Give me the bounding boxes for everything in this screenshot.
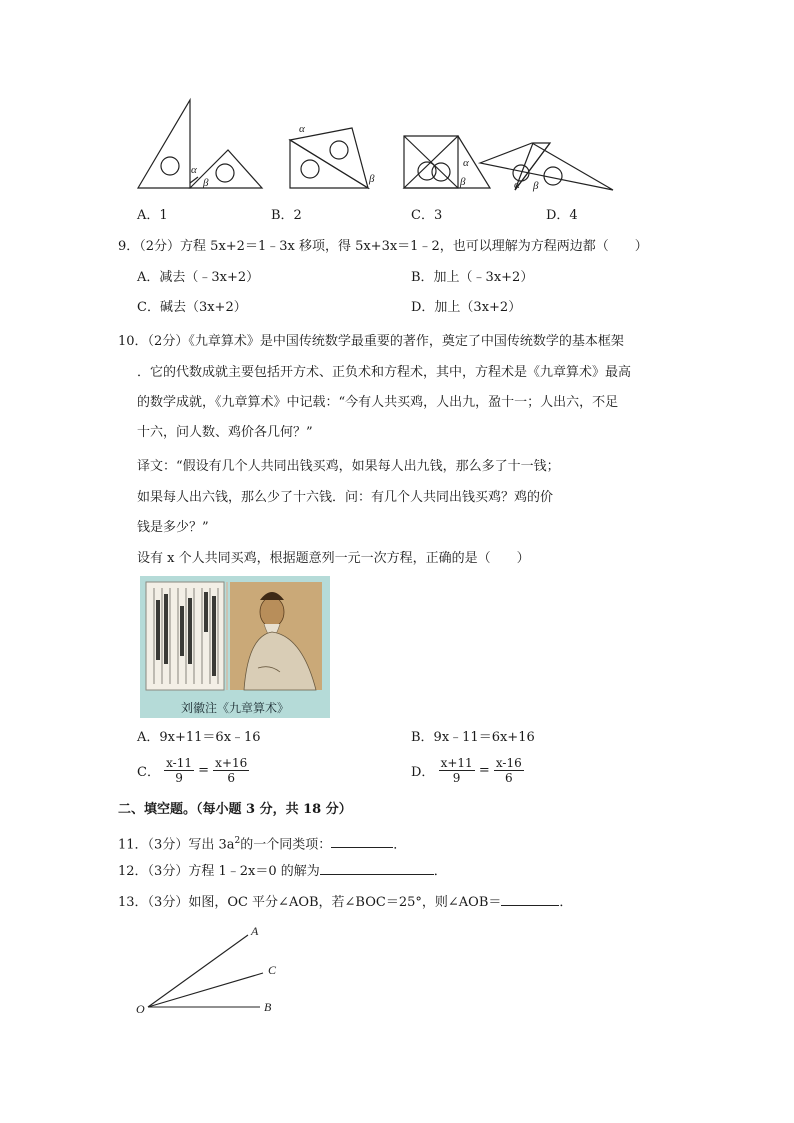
q10-illustration: [140, 576, 330, 718]
q10-option-a[interactable]: A．9x+11＝6x﹣16: [137, 730, 261, 745]
label-a: A: [251, 924, 259, 938]
q8-option-c[interactable]: C．3: [411, 208, 443, 223]
q10-line-7: 钱是多少？”: [137, 520, 209, 535]
q12: [118, 862, 447, 881]
figure-b: [290, 128, 368, 188]
q8-option-a[interactable]: A．1: [137, 208, 168, 223]
q10-option-c-label: C．: [137, 765, 160, 780]
q10-line-2: ．它的代数成就主要包括开方术、正负术和方程术，其中，方程术是《九章算术》最高: [137, 365, 632, 380]
q10-line-8: 设有 x 个人共同买鸡，根据题意列一元一次方程，正确的是（ ）: [137, 551, 530, 566]
q13: [118, 893, 572, 912]
q10-option-c-fraction-left: $\frac{x-11}{9}$: [166, 756, 192, 785]
q10-line-3: 的数学成就，《九章算术》中记载：“今有人共买鸡，人出九，盈十一；人出六，不足: [137, 395, 619, 410]
q10-option-c-equals: =: [198, 763, 210, 778]
q10-option-d-fraction-right: $\frac{x-16}{6}$: [495, 756, 522, 785]
q9-option-b[interactable]: B．加上（﹣3x+2）: [411, 270, 534, 285]
figure-c-alpha: α: [463, 157, 469, 169]
q11: [118, 832, 406, 854]
q8-option-b[interactable]: B．2: [271, 208, 302, 223]
q9-option-c[interactable]: C．碱去（3x+2）: [137, 300, 247, 315]
q10-image-caption: 刘徽注《九章算术》: [180, 701, 289, 715]
figure-c-beta: β: [460, 176, 466, 188]
q11-answer-blank[interactable]: [331, 835, 393, 848]
q10-option-c[interactable]: [137, 756, 249, 785]
q13-angle-diagram: [128, 920, 298, 1025]
q11-end: ．: [393, 837, 407, 853]
figure-b-beta: β: [369, 173, 375, 185]
q8-figures: [130, 95, 630, 200]
q13-end: ．: [559, 895, 573, 910]
figure-c: [404, 136, 490, 188]
figure-a: [138, 100, 262, 188]
q12-answer-blank[interactable]: [320, 862, 434, 875]
q11-superscript: 2: [234, 836, 241, 846]
section-2-heading: 二、填空题。（每小题 3 分，共 18 分）: [118, 802, 352, 817]
q10-option-d[interactable]: [411, 756, 524, 785]
q12-end: ．: [433, 864, 447, 879]
q11-suffix: 的一个同类项：: [240, 837, 332, 853]
label-c: C: [268, 963, 277, 977]
q10-option-d-equals: =: [478, 763, 490, 778]
figure-b-alpha: α: [299, 123, 305, 135]
q9-option-d[interactable]: D．加上（3x+2）: [411, 300, 522, 315]
figure-d-beta: β: [533, 180, 539, 192]
ray-oc: [148, 973, 263, 1007]
q10-option-d-label: D．: [411, 765, 435, 780]
q13-stem: 13．（3分）如图，OC 平分∠AOB，若∠BOC＝25°，则∠AOB＝: [118, 895, 502, 910]
q10-option-b[interactable]: B．9x﹣11＝6x+16: [411, 730, 535, 745]
q12-prefix: 12．（3分）方程 1﹣2x＝0 的解为: [118, 864, 320, 879]
q10-option-c-fraction-right: $\frac{x+16}{6}$: [215, 756, 248, 785]
q10-line-6: 如果每人出六钱，那么少了十六钱．问：有几个人共同出钱买鸡？鸡的价: [137, 490, 554, 505]
figure-d-alpha: α: [514, 179, 520, 191]
q10-line-4: 十六，问人数、鸡价各几何？”: [137, 425, 313, 440]
q8-option-d[interactable]: D．4: [546, 208, 578, 223]
q13-answer-blank[interactable]: [501, 893, 559, 906]
q11-prefix: 11．（3分）写出 3a: [118, 837, 235, 853]
q10-line-5: 译文：“假设有几个人共同出钱买鸡，如果每人出九钱，那么多了十一钱；: [137, 459, 560, 474]
q10-line-1: 10．（2分）《九章算术》是中国传统数学最重要的著作，奠定了中国传统数学的基本框架: [118, 334, 624, 349]
figure-a-alpha: α: [191, 164, 197, 176]
book-and-portrait-image: [140, 576, 330, 718]
label-o: O: [136, 1002, 145, 1016]
q10-option-d-fraction-left: $\frac{x+11}{9}$: [440, 756, 473, 785]
figure-d: [480, 143, 613, 190]
ray-oa: [148, 935, 248, 1007]
figure-a-beta: β: [203, 177, 209, 189]
q9-stem: 9．（2分）方程 5x+2＝1﹣3x 移项，得 5x+3x＝1﹣2，也可以理解为方程两边都（ ）: [118, 239, 648, 254]
label-b: B: [264, 1000, 272, 1014]
q9-option-a[interactable]: A．减去（﹣3x+2）: [137, 270, 260, 285]
